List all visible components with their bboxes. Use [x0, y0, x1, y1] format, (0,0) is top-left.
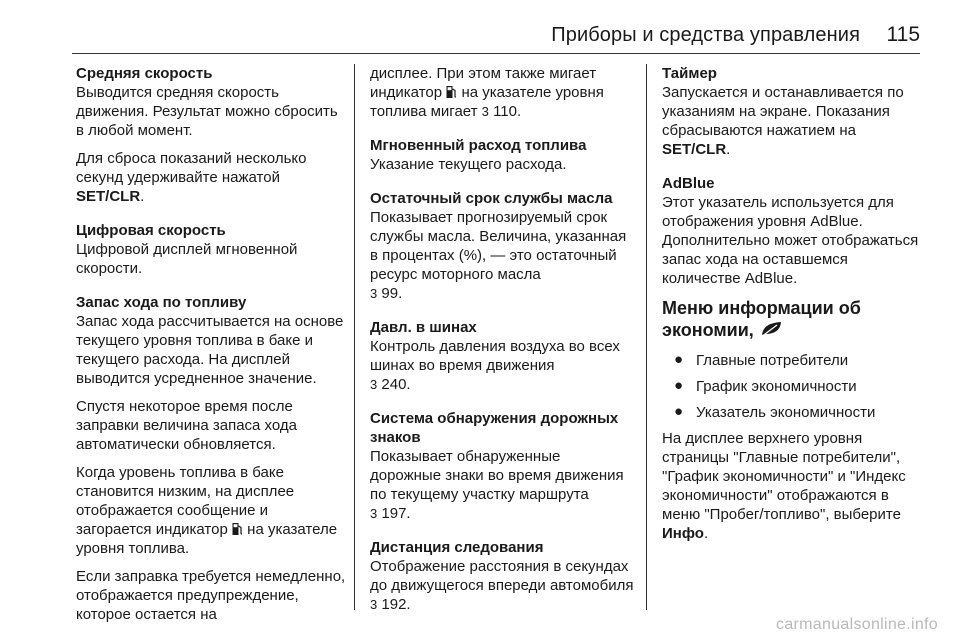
page-reference[interactable]: 110. — [493, 103, 522, 120]
heading-tyre-pressure: Давл. в шинах — [370, 319, 477, 336]
text-cont-a: дисплее. При этом также мигает индикатор — [370, 65, 597, 101]
bullet-text: Указатель экономичности — [696, 404, 876, 421]
heading-digital-speed: Цифровая скорость — [76, 222, 226, 239]
page-reference[interactable]: 192. — [381, 596, 411, 613]
text-fuel-range-1: Запас хода рассчитывается на основе текущего уровня топлива в баке и текущего расхода. На дисплей выводится усредненное значение. — [76, 313, 344, 387]
column-2 — [370, 64, 635, 623]
section-fuel-range — [76, 293, 346, 388]
list-item — [662, 403, 924, 422]
text-adblue: Этот указатель используется для отображения уровня AdBlue. Дополнительно может отображаться запас хода на оставшемся количестве AdBlue. — [662, 194, 919, 287]
page-number: 115 — [886, 23, 920, 46]
text-average-speed: Выводится средняя скорость движения. Результат можно сбросить в любой момент. — [76, 84, 338, 139]
reference-arrow-icon: 3 — [481, 104, 489, 119]
column-3 — [662, 64, 924, 552]
key-set-clr: SET/CLR — [76, 188, 141, 205]
section-traffic-signs — [370, 409, 635, 523]
page-header — [0, 0, 960, 56]
section-adblue — [662, 174, 924, 288]
bullet-text: Главные потребители — [696, 352, 849, 369]
section-instant-consumption — [370, 136, 635, 174]
column-1 — [76, 64, 346, 633]
key-set-clr: SET/CLR — [662, 141, 727, 158]
fuel-pump-icon — [446, 85, 457, 99]
key-info: Инфо — [662, 525, 704, 542]
text-reset: Для сброса показаний несколько секунд удерживайте нажатой — [76, 150, 307, 186]
heading-eco-text: Меню информации об экономии, — [662, 298, 861, 340]
page-reference[interactable]: 240. — [381, 376, 411, 393]
section-digital-speed — [76, 221, 346, 278]
heading-eco-menu — [662, 297, 924, 341]
column-divider-1 — [354, 64, 355, 610]
section-tyre-pressure — [370, 318, 635, 394]
heading-average-speed: Средняя скорость — [76, 65, 213, 82]
bullet-text: График экономичности — [696, 378, 857, 395]
section-average-speed — [76, 64, 346, 140]
punct: . — [703, 525, 709, 542]
list-item — [662, 351, 924, 370]
heading-adblue: AdBlue — [662, 175, 715, 192]
page-title: Приборы и средства управления — [551, 24, 860, 46]
text-cont-b: на указателе уровня топлива мигает — [370, 84, 604, 120]
bullet-icon: ● — [674, 351, 684, 368]
reference-arrow-icon: 3 — [370, 286, 378, 301]
text-fuel-range-4: Если заправка требуется немедленно, отображается предупреждение, которое остается на — [76, 568, 346, 623]
text-following-distance: Отображение расстояния в секундах до движущегося впереди автомобиля — [370, 558, 634, 594]
punct: . — [726, 141, 731, 158]
heading-fuel-range: Запас хода по топливу — [76, 294, 247, 311]
text-low-fuel: Когда уровень топлива в баке становится низким, на дисплее отображается сообщение и загорается индикатор — [76, 464, 295, 538]
text-fuel-gauge: на указателе уровня топлива. — [76, 521, 338, 557]
bullet-icon: ● — [674, 403, 684, 420]
text-oil-life: Показывает прогнозируемый срок службы масла. Величина, указанная в процентах (%), — это остаточный ресурс моторного масла — [370, 209, 627, 283]
column-divider-2 — [646, 64, 647, 610]
text-fuel-range-3 — [76, 463, 346, 558]
heading-timer: Таймер — [662, 65, 717, 82]
text-eco-menu — [662, 429, 924, 543]
paragraph-reset — [76, 149, 346, 206]
text-continuation — [370, 64, 635, 121]
text-timer: Запускается и останавливается по указаниям на экране. Показания сбрасываются нажатием на — [662, 84, 904, 139]
heading-following-distance: Дистанция следования — [370, 539, 544, 556]
text-traffic-signs: Показывает обнаруженные дорожные знаки во время движения по текущему участку маршрута — [370, 448, 624, 503]
text-eco-description: На дисплее верхнего уровня страницы "Главные потребители", "График экономичности" и "Индекс экономичности" отображаются в меню "Пробег/топливо", выберите — [662, 430, 906, 523]
list-item — [662, 377, 924, 396]
header-divider — [72, 53, 920, 54]
bullet-icon: ● — [674, 377, 684, 394]
page-reference[interactable]: 99. — [381, 285, 403, 302]
text-tyre-pressure: Контроль давления воздуха во всех шинах во время движения — [370, 338, 620, 374]
watermark: carmanualsonline.info — [776, 616, 938, 633]
section-oil-life — [370, 189, 635, 303]
heading-traffic-signs: Система обнаружения дорожных знаков — [370, 410, 619, 446]
fuel-pump-icon — [232, 522, 243, 536]
text-digital-speed: Цифровой дисплей мгновенной скорости. — [76, 241, 298, 277]
heading-instant-consumption: Мгновенный расход топлива — [370, 137, 587, 154]
section-timer — [662, 64, 924, 159]
page-reference[interactable]: 197. — [381, 505, 411, 522]
reference-arrow-icon: 3 — [370, 377, 378, 392]
reference-arrow-icon: 3 — [370, 506, 378, 521]
heading-oil-life: Остаточный срок службы масла — [370, 190, 613, 207]
section-following-distance — [370, 538, 635, 614]
punct: . — [140, 188, 145, 205]
text-instant-consumption: Указание текущего расхода. — [370, 156, 567, 173]
reference-arrow-icon: 3 — [370, 597, 378, 612]
eco-leaf-icon — [759, 320, 785, 338]
text-fuel-range-2: Спустя некоторое время после заправки величина запаса хода автоматически обновляется. — [76, 398, 298, 453]
